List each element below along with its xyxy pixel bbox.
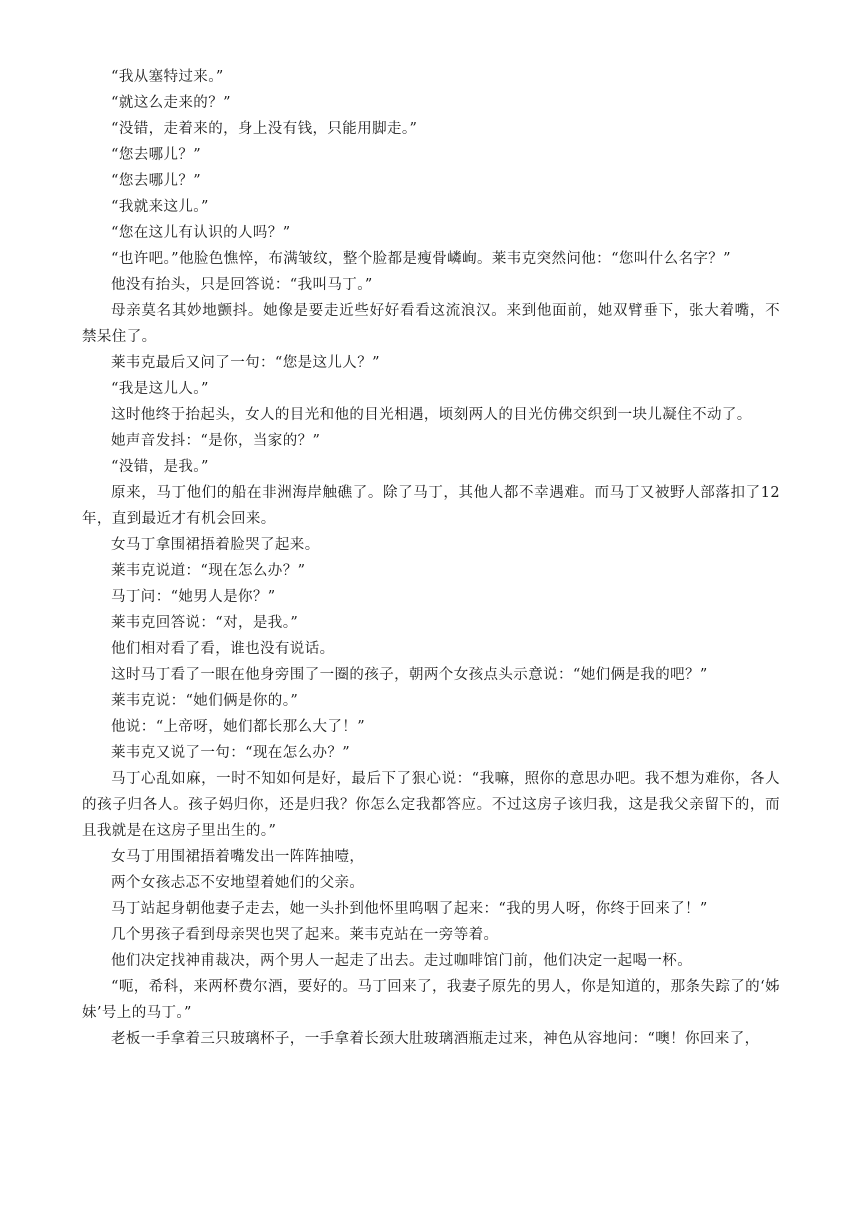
paragraph: 莱韦克说：“她们俩是你的。” — [111, 693, 299, 709]
paragraph: 莱韦克又说了一句：“现在怎么办？” — [111, 745, 351, 761]
paragraph: 他们决定找神甫裁决，两个男人一起走了出去。走过咖啡馆门前，他们决定一起喝一杯。 — [111, 953, 693, 969]
paragraph: “就这么走来的？” — [111, 95, 231, 111]
paragraph: 莱韦克说道：“现在怎么办？” — [111, 563, 306, 579]
paragraph: 马丁心乱如麻，一时不知如何是好，最后下了狠心说：“我嘛，照你的意思办吧。我不想为难你，各人的孩子归各人。孩子妈归你，还是归我？你怎么定我都答应。不过这房子该归我，这是我父亲留下的，而且我就是在这房子里出生的。” — [82, 771, 780, 839]
paragraph: 几个男孩子看到母亲哭也哭了起来。莱韦克站在一旁等着。 — [111, 927, 499, 943]
paragraph: “也许吧。”他脸色憔悴，布满皱纹，整个脸都是瘦骨嶙峋。莱韦克突然问他：“您叫什么名字？” — [111, 251, 731, 267]
paragraph: 莱韦克回答说：“对，是我。” — [111, 615, 299, 631]
paragraph: “您去哪儿？” — [111, 173, 202, 189]
story-text — [82, 64, 780, 1052]
paragraph: “我从塞特过来。” — [111, 69, 224, 85]
paragraph: 他说：“上帝呀，她们都长那么大了！” — [111, 719, 366, 735]
paragraph: “我就来这儿。” — [111, 199, 209, 215]
paragraph: “呃，希科，来两杯费尔酒，要好的。马丁回来了，我妻子原先的男人，你是知道的，那条失踪了的‘姊妹’号上的马丁。” — [82, 979, 780, 1021]
paragraph: “没错，走着来的，身上没有钱，只能用脚走。” — [111, 121, 418, 137]
paragraph: “您在这儿有认识的人吗？” — [111, 225, 291, 241]
paragraph: 他没有抬头，只是回答说：“我叫马丁。” — [111, 277, 373, 293]
paragraph: 老板一手拿着三只玻璃杯子，一手拿着长颈大肚玻璃酒瓶走过来，神色从容地问：“噢！你回来了， — [111, 1031, 760, 1047]
paragraph: “没错，是我。” — [111, 459, 209, 475]
paragraph: 两个女孩忐忑不安地望着她们的父亲。 — [111, 875, 365, 891]
paragraph: 这时马丁看了一眼在他身旁围了一圈的孩子，朝两个女孩点头示意说：“她们俩是我的吧？” — [111, 667, 708, 683]
paragraph: 她声音发抖：“是你，当家的？” — [111, 433, 321, 449]
paragraph: 母亲莫名其妙地颤抖。她像是要走近些好好看看这流浪汉。来到他面前，她双臂垂下，张大着嘴，不禁呆住了。 — [82, 303, 780, 345]
paragraph: 女马丁拿围裙捂着脸哭了起来。 — [111, 537, 320, 553]
paragraph: “您去哪儿？” — [111, 147, 202, 163]
paragraph: 他们相对看了看，谁也没有说话。 — [111, 641, 335, 657]
paragraph: 这时他终于抬起头，女人的目光和他的目光相遇，顷刻两人的目光仿佛交织到一块儿凝住不动了。 — [111, 407, 752, 423]
paragraph: “我是这儿人。” — [111, 381, 209, 397]
paragraph: 原来，马丁他们的船在非洲海岸触礁了。除了马丁，其他人都不幸遇难。而马丁又被野人部落扣了12年，直到最近才有机会回来。 — [82, 485, 780, 527]
paragraph: 马丁问：“她男人是你？” — [111, 589, 276, 605]
paragraph: 女马丁用围裙捂着嘴发出一阵阵抽噎， — [111, 849, 365, 865]
paragraph: 莱韦克最后又问了一句：“您是这儿人？” — [111, 355, 380, 371]
paragraph: 马丁站起身朝他妻子走去，她一头扑到他怀里呜咽了起来：“我的男人呀，你终于回来了！” — [111, 901, 708, 917]
